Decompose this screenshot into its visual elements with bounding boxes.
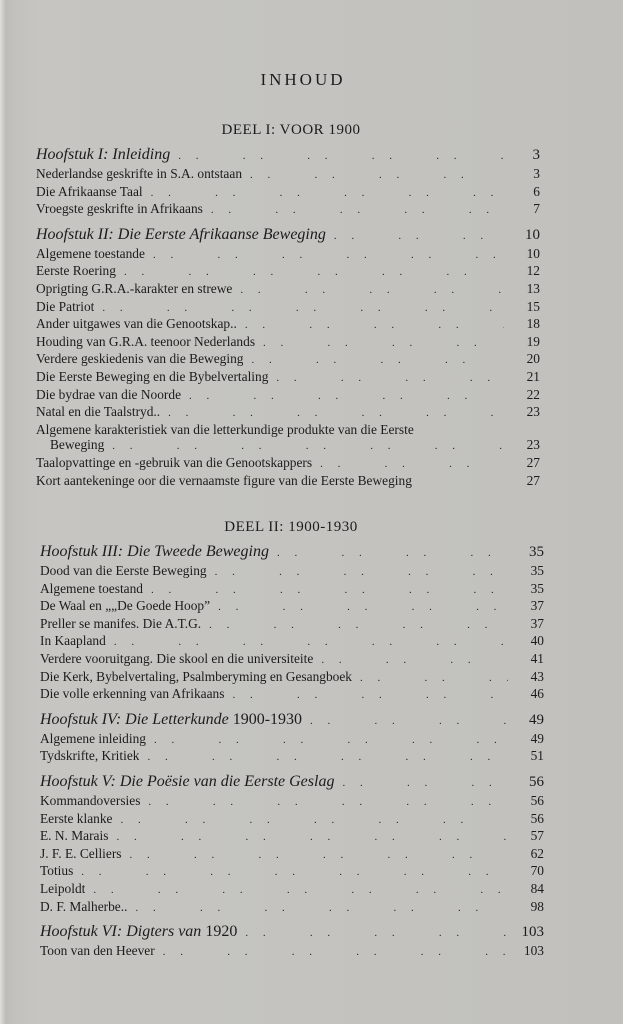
entry-title: Die Kerk, Bybelvertaling, Psalmberyming en Gesangboek: [40, 668, 352, 684]
leader-dots: [93, 883, 508, 899]
entry-title: Algemene toestande: [36, 245, 145, 261]
toc-entry[interactable]: [40, 633, 544, 651]
toc-entry[interactable]: [40, 581, 544, 599]
page-number: 7: [533, 201, 540, 217]
leader-dots: [102, 301, 504, 317]
page-number: 35: [529, 544, 544, 561]
entry-title: Dood van die Eerste Beweging: [40, 563, 207, 579]
page-number: 46: [530, 686, 544, 702]
toc-chapter[interactable]: [40, 710, 544, 731]
page-number: 22: [526, 386, 540, 402]
leader-dots: [342, 774, 508, 793]
leader-dots: [189, 389, 504, 405]
entry-title: E. N. Marais: [40, 828, 109, 844]
page-number: 35: [530, 580, 544, 596]
leader-dots: [320, 457, 504, 473]
entry-title: Die Patriot: [36, 298, 95, 314]
entry-title: Ander uitgawes van die Genootskap..: [36, 316, 237, 332]
leader-dots: [211, 203, 504, 219]
entry-title: Kommandoversies: [40, 793, 141, 809]
leader-dots: [135, 901, 508, 917]
leader-dots: [151, 583, 508, 599]
toc-entry[interactable]: [36, 299, 540, 317]
page-number: 23: [526, 437, 540, 453]
toc-entry[interactable]: [36, 387, 540, 405]
entry-title: Leipoldt: [40, 881, 86, 896]
entry-title: Verdere vooruitgang. Die skool en die universiteite: [40, 651, 314, 667]
leader-dots: [209, 618, 508, 634]
toc-entry[interactable]: [36, 281, 540, 299]
entry-title: Die Afrikaanse Taal: [36, 183, 143, 199]
page-number: 13: [526, 280, 540, 296]
toc-entry-wrapped-first-line[interactable]: [36, 422, 540, 438]
leader-dots: [116, 830, 508, 846]
toc-chapter[interactable]: [40, 542, 544, 563]
page-number: 3: [532, 147, 540, 163]
toc-entry[interactable]: [36, 473, 540, 489]
chapter-title: Hoofstuk I: Inleiding: [36, 146, 171, 163]
page-number: 56: [530, 810, 544, 826]
page-number: 70: [530, 863, 544, 879]
page-number: 56: [530, 793, 544, 809]
chapter-title: Hoofstuk III: Die Tweede Beweging: [40, 543, 269, 561]
leader-dots: [240, 283, 504, 299]
toc-entry[interactable]: [40, 846, 544, 864]
chapter-title: Hoofstuk V: Die Poësie van die Eerste Geslag: [40, 773, 335, 791]
leader-dots: [334, 227, 504, 246]
page-number: 3: [533, 166, 540, 181]
page-number: 21: [526, 368, 540, 384]
page-number: 43: [530, 668, 544, 684]
entry-title: Vroegste geskrifte in Afrikaans: [36, 201, 203, 217]
chapter-title: [40, 922, 237, 941]
entry-title: Kort aantekeninge oor die vernaamste figure van die Eerste Beweging: [36, 472, 412, 488]
toc-entry[interactable]: [40, 563, 544, 581]
leader-dots: [163, 945, 508, 961]
page-number: 56: [529, 774, 544, 791]
page-number: 41: [530, 651, 544, 667]
leader-dots: [215, 565, 508, 581]
page-number: 19: [526, 333, 540, 349]
toc-entry[interactable]: [36, 404, 540, 422]
entry-title: Toon van den Heever: [40, 943, 155, 959]
entry-title: Eerste Roering: [36, 263, 116, 279]
leader-dots: [147, 750, 508, 766]
leader-dots: [153, 248, 504, 264]
leader-dots: [250, 168, 504, 184]
toc-entry[interactable]: [36, 316, 540, 334]
entry-title: Taalopvattinge en -gebruik van die Genootskappers: [36, 454, 313, 470]
leader-dots: [263, 336, 504, 352]
leader-dots: [124, 265, 504, 281]
leader-dots: [245, 318, 504, 334]
leader-dots: [112, 439, 504, 455]
toc-entry[interactable]: [40, 669, 544, 687]
contents-page: [36, 70, 546, 961]
entry-title-continuation: Beweging: [50, 437, 105, 453]
leader-dots: [130, 848, 508, 864]
entry-title: Verdere geskiedenis van die Beweging: [36, 351, 244, 367]
page-title: INHOUD: [260, 70, 346, 89]
entry-title: Houding van G.R.A. teenoor Nederlands: [36, 333, 256, 349]
page-number: 40: [530, 633, 544, 649]
toc-entry[interactable]: [40, 863, 544, 881]
toc-entry[interactable]: [40, 686, 544, 704]
chapter-title-italic: Hoofstuk VI: Digters van: [40, 923, 202, 941]
leader-dots: [276, 371, 504, 387]
leader-dots: [321, 653, 508, 669]
toc-entry[interactable]: [36, 246, 540, 264]
toc-entry[interactable]: [40, 943, 544, 961]
toc-chapter[interactable]: [36, 145, 540, 166]
entry-title: D. F. Malherbe..: [40, 898, 128, 914]
toc-chapter[interactable]: [40, 772, 544, 793]
page-number: 98: [530, 898, 544, 914]
page-number: 35: [530, 563, 544, 579]
entry-title: In Kaapland: [40, 633, 106, 649]
leader-dots: [151, 186, 504, 202]
page-number: 37: [530, 615, 544, 631]
toc-chapter[interactable]: [36, 225, 540, 246]
chapter-title: [40, 710, 302, 729]
page-number: 51: [530, 748, 544, 764]
toc-entry[interactable]: [40, 731, 544, 749]
page-number: 12: [526, 263, 540, 279]
page-number: 27: [526, 472, 540, 488]
page-number: 103: [523, 943, 544, 959]
leader-dots: [251, 353, 504, 369]
toc-entry[interactable]: [40, 881, 544, 899]
toc-part-1: [36, 145, 540, 488]
page-number: 6: [533, 183, 540, 199]
toc-entry[interactable]: [40, 793, 544, 811]
page-number: 23: [526, 404, 540, 420]
entry-title: Die bydrae van die Noorde: [36, 386, 182, 402]
toc-entry[interactable]: [36, 351, 540, 369]
page-number: 57: [530, 828, 544, 844]
toc-entry[interactable]: [36, 334, 540, 352]
toc-entry[interactable]: [40, 899, 544, 917]
toc-entry[interactable]: [40, 811, 544, 829]
leader-dots: [81, 865, 508, 881]
entry-title: Algemene toestand: [40, 580, 143, 596]
toc-entry[interactable]: [36, 263, 540, 281]
toc-entry[interactable]: [36, 369, 540, 387]
page-number: 15: [526, 298, 540, 314]
page-number: 103: [521, 924, 544, 941]
entry-title: Totius: [40, 863, 74, 879]
page-number: 49: [530, 730, 544, 746]
book-spine-edge: [0, 0, 6, 1024]
part-heading-1: DEEL I: VOOR 1900: [221, 122, 361, 138]
page-number: 10: [525, 226, 540, 243]
chapter-title-years: 1900-1930: [228, 710, 303, 728]
toc-entry[interactable]: [36, 166, 540, 184]
page-number: 84: [530, 881, 544, 896]
entry-title: Preller se manifes. Die A.T.G.: [40, 615, 202, 631]
chapter-title: Hoofstuk II: Die Eerste Afrikaanse Beweging: [36, 225, 326, 243]
leader-dots: [232, 688, 508, 704]
leader-dots: [218, 600, 508, 616]
entry-title: Natal en die Taalstryd..: [36, 404, 161, 420]
page-number: 49: [529, 711, 544, 728]
entry-title: J. F. E. Celliers: [40, 845, 122, 861]
page-number: 18: [526, 316, 540, 332]
leader-dots: [121, 813, 509, 829]
entry-title: Algemene inleiding: [40, 730, 146, 746]
toc-entry[interactable]: [40, 748, 544, 766]
leader-dots: [277, 544, 508, 563]
leader-dots: [360, 671, 508, 687]
toc-entry[interactable]: [40, 651, 544, 669]
part-heading-2: DEEL II: 1900-1930: [224, 519, 358, 536]
leader-dots: [310, 712, 508, 731]
entry-title: Eerste klanke: [40, 810, 113, 826]
toc-entry-continuation[interactable]: [36, 437, 540, 455]
leader-dots: [168, 406, 504, 422]
leader-dots: [245, 924, 508, 943]
toc-entry[interactable]: [36, 201, 540, 219]
toc-entry[interactable]: [40, 598, 544, 616]
toc-entry[interactable]: [40, 616, 544, 634]
chapter-title-italic: Hoofstuk IV: Die Letterkunde: [40, 710, 229, 728]
entry-title: Algemene karakteristiek van die letterkundige produkte van die Eerste: [36, 421, 414, 437]
page-number: 37: [530, 598, 544, 614]
page-number: 62: [530, 845, 544, 861]
entry-title: Oprigting G.R.A.-karakter en strewe: [36, 280, 233, 296]
toc-chapter[interactable]: [40, 922, 544, 943]
chapter-title-year: 1920: [201, 923, 238, 941]
page-number: 10: [526, 245, 540, 261]
toc-part-2: [40, 542, 544, 961]
leader-dots: [114, 635, 508, 651]
entry-title: De Waal en „„De Goede Hoop”: [40, 598, 211, 614]
page-number: 20: [526, 351, 540, 367]
entry-title: Tydskrifte, Kritiek: [40, 748, 140, 764]
toc-entry[interactable]: [36, 455, 540, 473]
leader-dots: [148, 795, 508, 811]
entry-title: Die Eerste Beweging en die Bybelvertaling: [36, 368, 269, 384]
entry-title: Die volle erkenning van Afrikaans: [40, 686, 225, 702]
toc-entry[interactable]: [36, 184, 540, 202]
toc-entry[interactable]: [40, 828, 544, 846]
page-number: 27: [526, 454, 540, 470]
leader-dots: [154, 733, 508, 749]
leader-dots: [178, 147, 504, 166]
entry-title: Nederlandse geskrifte in S.A. ontstaan: [36, 166, 243, 181]
